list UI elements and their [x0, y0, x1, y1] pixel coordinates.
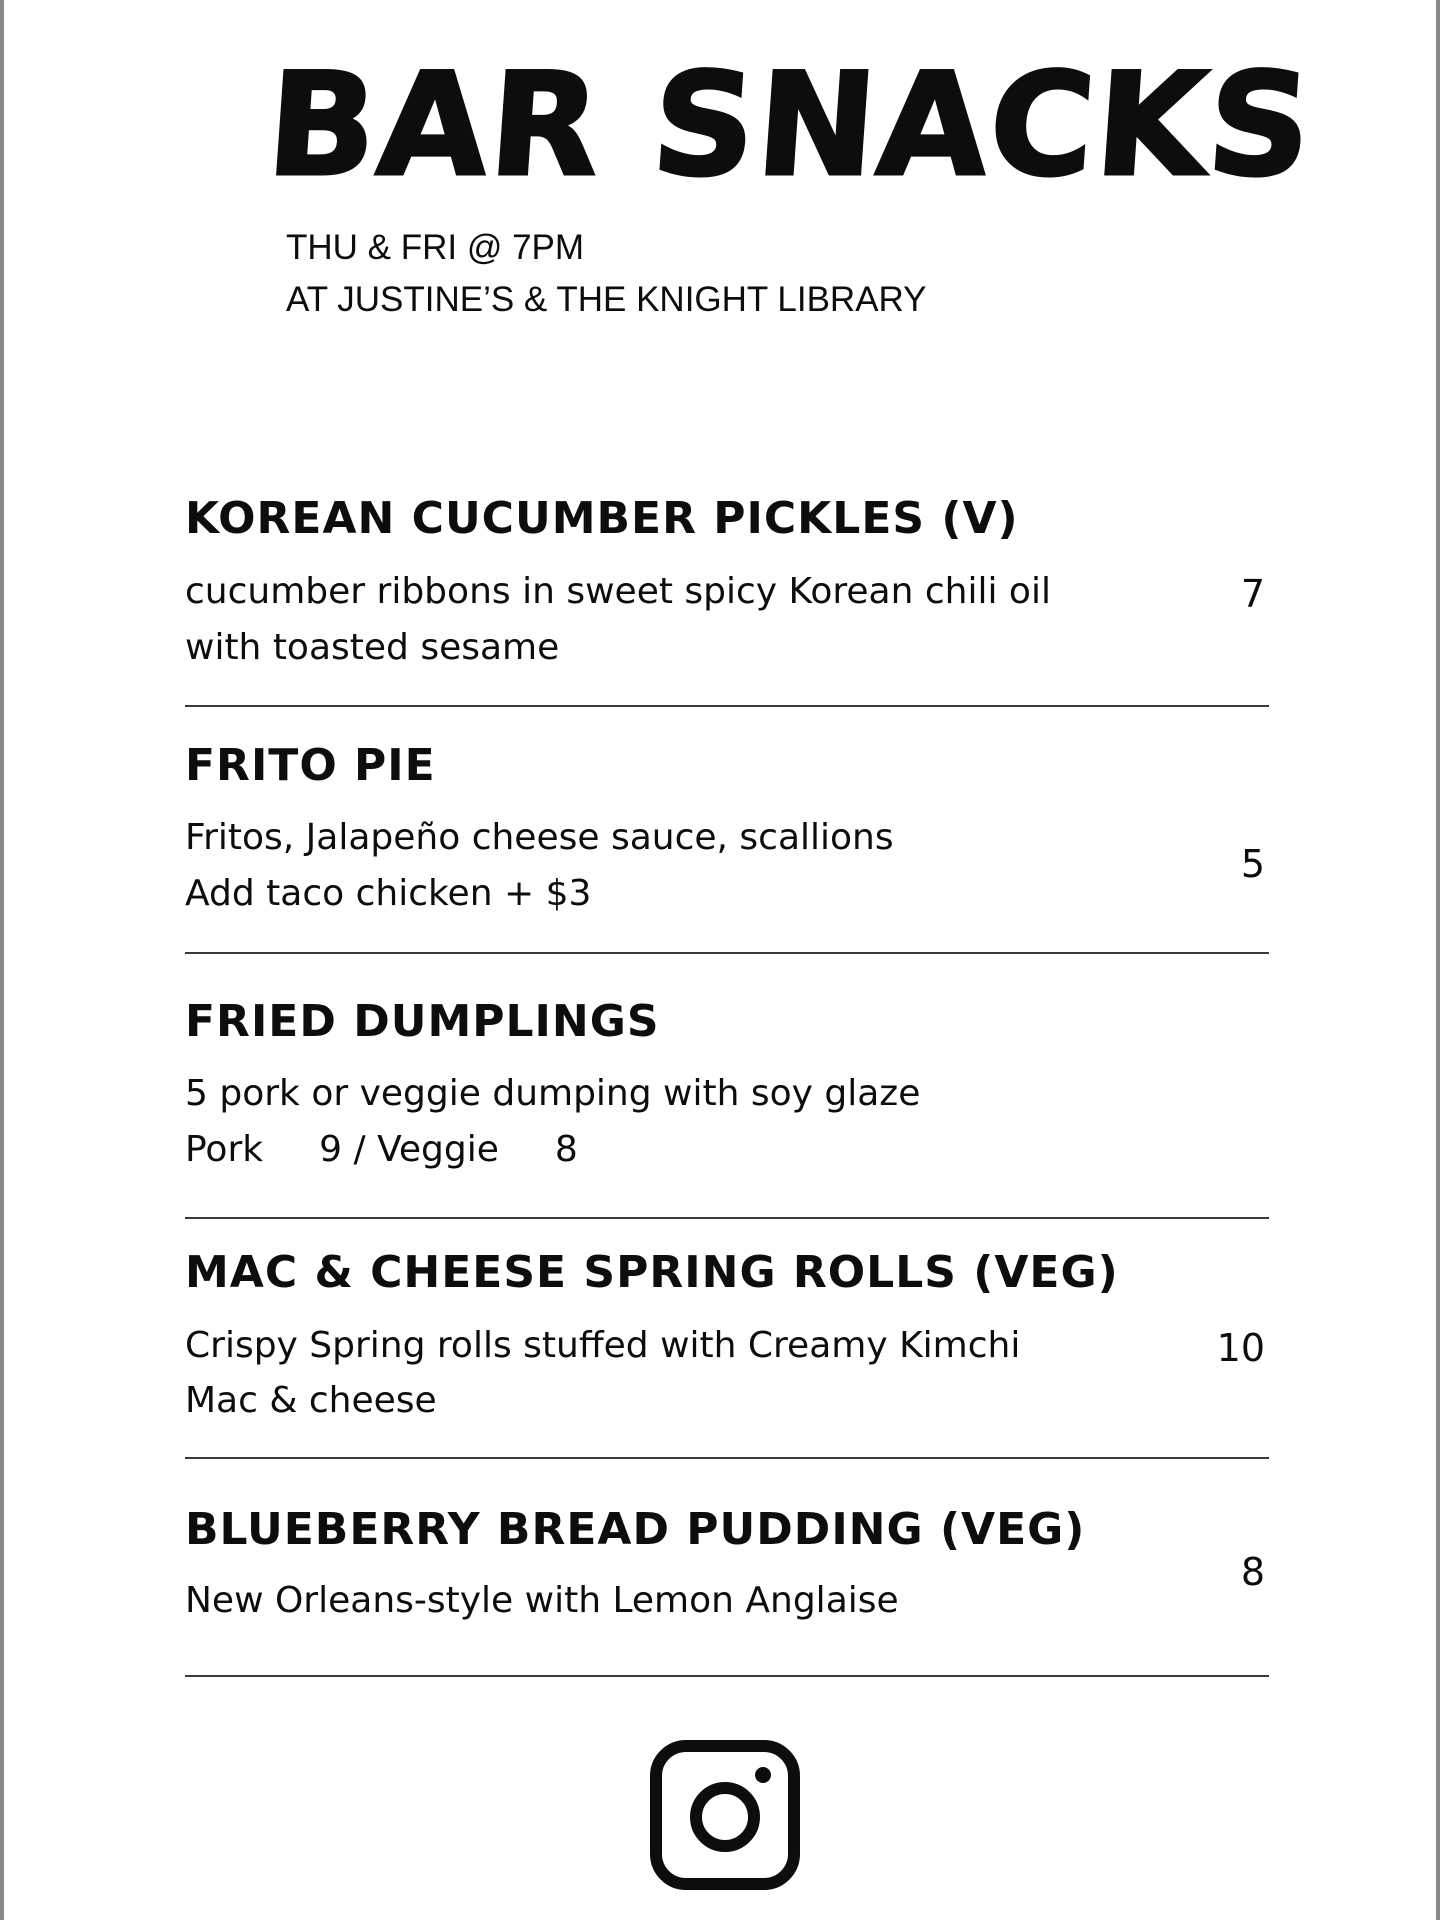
divider: [185, 1457, 1269, 1459]
divider: [185, 952, 1269, 954]
item-price: 8: [1240, 1550, 1265, 1594]
item-description-line: with toasted sesame: [185, 627, 560, 668]
item-name: FRIED DUMPLINGS: [185, 996, 660, 1047]
item-price-options: [185, 1122, 578, 1178]
item-description-line: Fritos, Jalapeño cheese sauce, scallions: [185, 817, 894, 858]
item-description-line: Mac & cheese: [185, 1380, 437, 1421]
divider: [185, 705, 1269, 707]
veggie-label: Veggie: [377, 1129, 499, 1170]
item-name: BLUEBERRY BREAD PUDDING (VEG): [185, 1504, 1086, 1555]
item-description-line: cucumber ribbons in sweet spicy Korean chili oil: [185, 571, 1051, 612]
event-schedule: THU & FRI @ 7PM: [286, 228, 585, 267]
price-separator: /: [353, 1129, 366, 1170]
event-location: AT JUSTINE’S & THE KNIGHT LIBRARY: [286, 280, 927, 319]
pork-price: 9: [319, 1129, 343, 1170]
item-name: MAC & CHEESE SPRING ROLLS (VEG): [185, 1247, 1119, 1298]
divider: [185, 1675, 1269, 1677]
item-price: 5: [1240, 842, 1265, 886]
item-price: 7: [1240, 572, 1265, 616]
item-description-line: 5 pork or veggie dumping with soy glaze: [185, 1073, 921, 1114]
item-description-line: New Orleans-style with Lemon Anglaise: [185, 1580, 899, 1621]
veggie-price: 8: [554, 1129, 578, 1170]
item-name: KOREAN CUCUMBER PICKLES (V): [185, 493, 1019, 544]
item-description-line: Add taco chicken + $3: [185, 873, 592, 914]
instagram-icon[interactable]: [650, 1740, 800, 1890]
divider: [185, 1217, 1269, 1219]
menu-title: BAR SNACKS: [262, 43, 1319, 208]
pork-label: Pork: [185, 1129, 264, 1170]
item-name: FRITO PIE: [185, 740, 436, 791]
item-price: 10: [1216, 1326, 1265, 1370]
item-description-line: Crispy Spring rolls stuffed with Creamy Kimchi: [185, 1325, 1021, 1366]
